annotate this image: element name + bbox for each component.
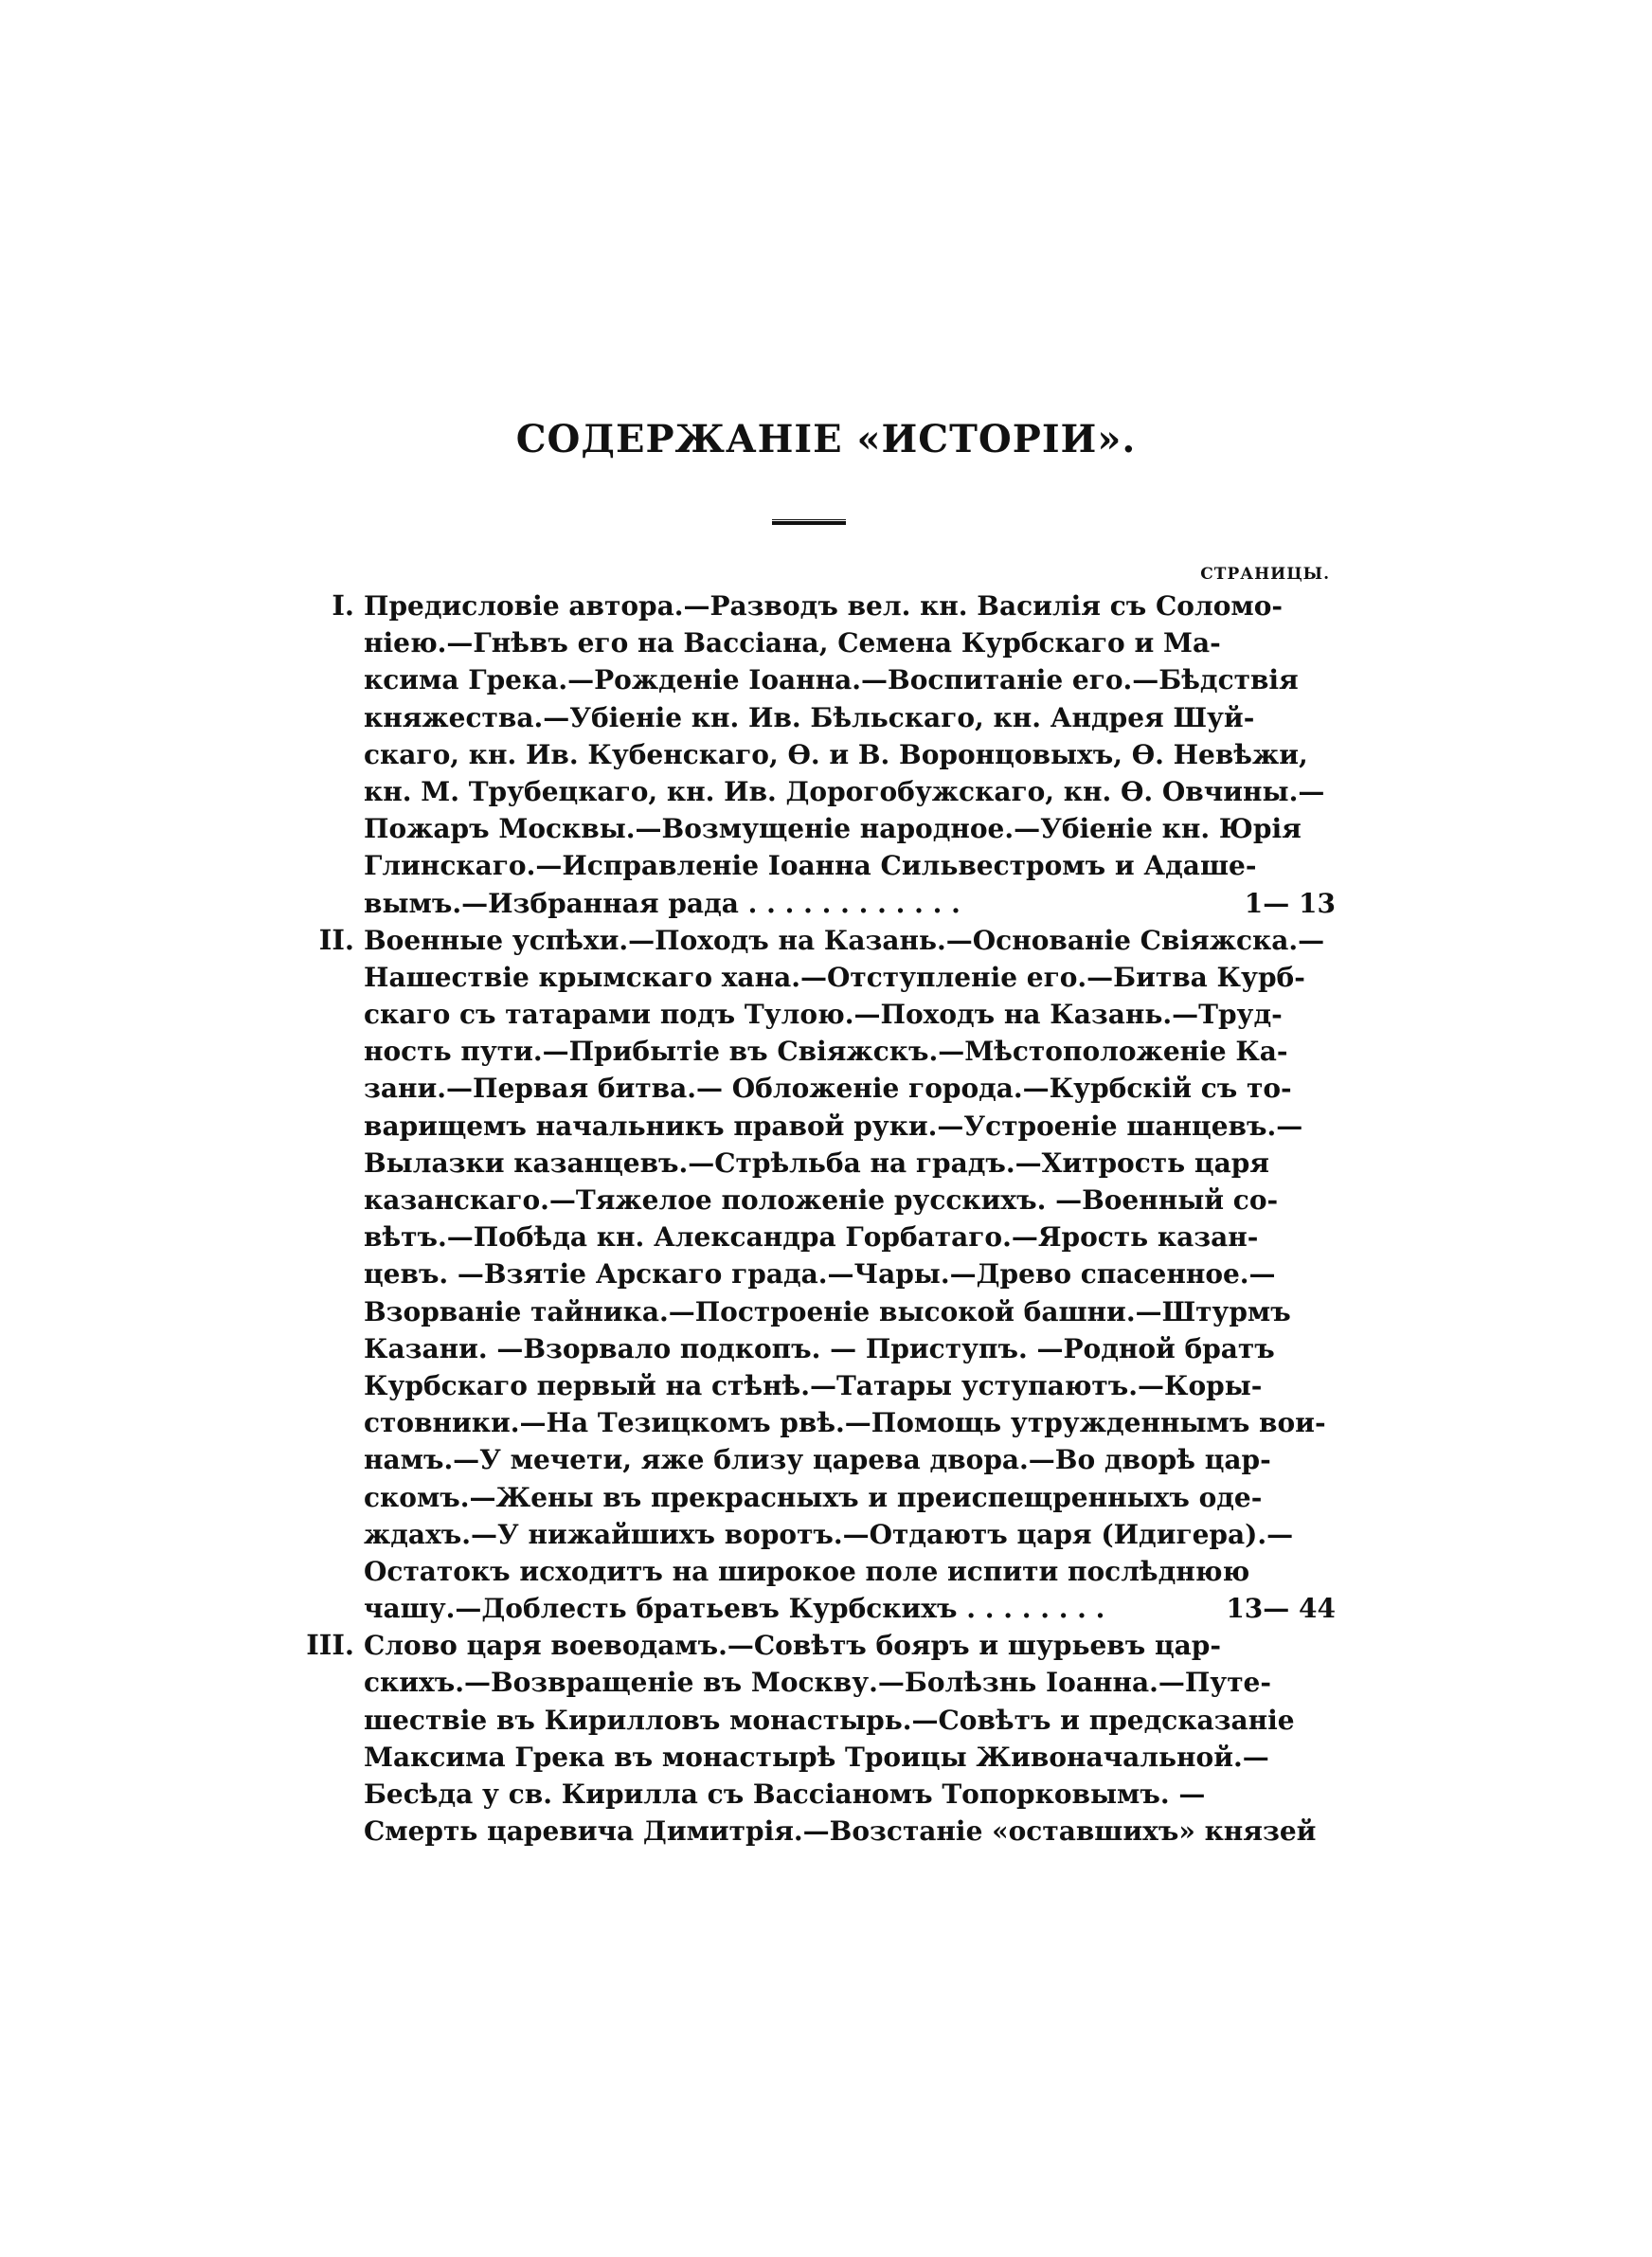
entry-line: шествiе въ Кирилловъ монастырь.—Совѣтъ и предсказанiе (364, 1704, 1295, 1736)
entry-line: скаго, кн. Ив. Кубенскаго, Ѳ. и В. Воронцовыхъ, Ѳ. Невѣжи, (364, 738, 1308, 770)
entry-line: ждахъ.—У нижайшихъ воротъ.—Отдаютъ царя (Идигера).— (364, 1518, 1294, 1550)
entry-line: варищемъ начальникъ правой руки.—Устроенiе шанцевъ.— (364, 1110, 1303, 1142)
entry-line: Максима Грека въ монастырѣ Троицы Живоначальной.— (364, 1741, 1269, 1773)
entry-line: нiею.—Гнѣвъ его на Вассiана, Семена Курбскаго и Ма- (364, 627, 1221, 659)
entry-line: Взорванiе тайника.—Построенiе высокой башни.—Штурмъ (364, 1295, 1291, 1327)
entry-line: Казани. —Взорвало подкопъ. — Приступъ. —Родной братъ (364, 1332, 1275, 1364)
entry-line: Военные успѣхи.—Походъ на Казань.—Основанiе Свiяжска.— (364, 924, 1325, 956)
entry-page-range: 1— 13 (1244, 887, 1336, 919)
entry-line: Предисловiе автора.—Разводъ вел. кн. Василiя съ Соломо- (364, 590, 1283, 622)
title-divider (772, 519, 846, 525)
entry-line: Слово царя воеводамъ.—Совѣтъ бояръ и шурьевъ цар- (364, 1630, 1222, 1662)
entry-line: княжества.—Убiенiе кн. Ив. Бѣльскаго, кн. Андрея Шуй- (364, 701, 1255, 733)
entry-line: намъ.—У мечети, яже близу царева двора.—Во дворѣ цар- (364, 1444, 1271, 1476)
pages-column-header: СТРАНИЦЫ. (1200, 565, 1330, 584)
toc-entry (303, 1627, 1336, 1850)
entry-page-range: 13— 44 (1226, 1593, 1336, 1625)
entry-line: Остатокъ исходитъ на широкое поле испити послѣднюю (364, 1555, 1250, 1587)
toc-entry (303, 587, 1336, 922)
entry-line: кн. М. Трубецкаго, кн. Ив. Дорогобужскаго, кн. Ѳ. Овчины.— (364, 775, 1325, 807)
entry-numeral: III. (306, 1629, 354, 1662)
page-title: СОДЕРЖАНIЕ «ИСТОРIИ». (515, 417, 1137, 461)
entry-line: стовники.—На Тезицкомъ рвѣ.—Помощь утружденнымъ вои- (364, 1407, 1326, 1439)
entry-line: Нашествiе крымскаго хана.—Отступленiе его.—Битва Курб- (364, 961, 1305, 993)
entry-line: Вылазки казанцевъ.—Стрѣльба на градъ.—Хитрость царя (364, 1147, 1269, 1179)
entry-line: вѣтъ.—Побѣда кн. Александра Горбатаго.—Ярость казан- (364, 1221, 1259, 1254)
entry-line: казанскаго.—Тяжелое положенiе русскихъ. —Военный со- (364, 1184, 1279, 1216)
entry-numeral: II. (318, 923, 354, 956)
entry-line: Бесѣда у св. Кирилла съ Вассiаномъ Топорковымъ. — (364, 1779, 1206, 1810)
entry-line: цевъ. —Взятiе Арскаго града.—Чары.—Древо спасенное.— (364, 1258, 1276, 1291)
entry-line: скихъ.—Возвращенiе въ Москву.—Болѣзнь Iоанна.—Путе- (364, 1667, 1271, 1699)
entry-line: ксима Грека.—Рожденiе Iоанна.—Воспитанiе его.—Бѣдствiя (364, 664, 1299, 696)
entry-line: ность пути.—Прибытiе въ Свiяжскъ.—Мѣстоположенiе Ка- (364, 1036, 1288, 1068)
entry-line: Курбскаго первый на стѣнѣ.—Татары уступаютъ.—Коры- (364, 1369, 1263, 1401)
entry-line: скаго съ татарами подъ Тулою.—Походъ на Казань.—Труд- (364, 999, 1283, 1031)
entry-line: Смерть царевича Димитрiя.—Возстанiе «оставшихъ» князей (364, 1815, 1317, 1848)
entry-text (364, 1627, 1317, 1850)
entry-line: чашу.—Доблесть братьевъ Курбскихъ . . . . . . . . (364, 1593, 1105, 1625)
entry-line: зани.—Первая битва.— Обложенiе города.—Курбскiй съ то- (364, 1073, 1292, 1105)
entry-line: скомъ.—Жены въ прекрасныхъ и преиспещренныхъ оде- (364, 1481, 1263, 1513)
toc-entry (303, 922, 1336, 1628)
entry-line: вымъ.—Избранная рада . . . . . . . . . . . . (364, 887, 961, 919)
entry-numeral: I. (332, 589, 354, 622)
entry-line: Пожаръ Москвы.—Возмущенiе народное.—Убiенiе кн. Юрiя (364, 813, 1302, 845)
entry-line: Глинскаго.—Исправленiе Iоанна Сильвестромъ и Адаше- (364, 850, 1257, 882)
table-of-contents (303, 587, 1336, 1850)
